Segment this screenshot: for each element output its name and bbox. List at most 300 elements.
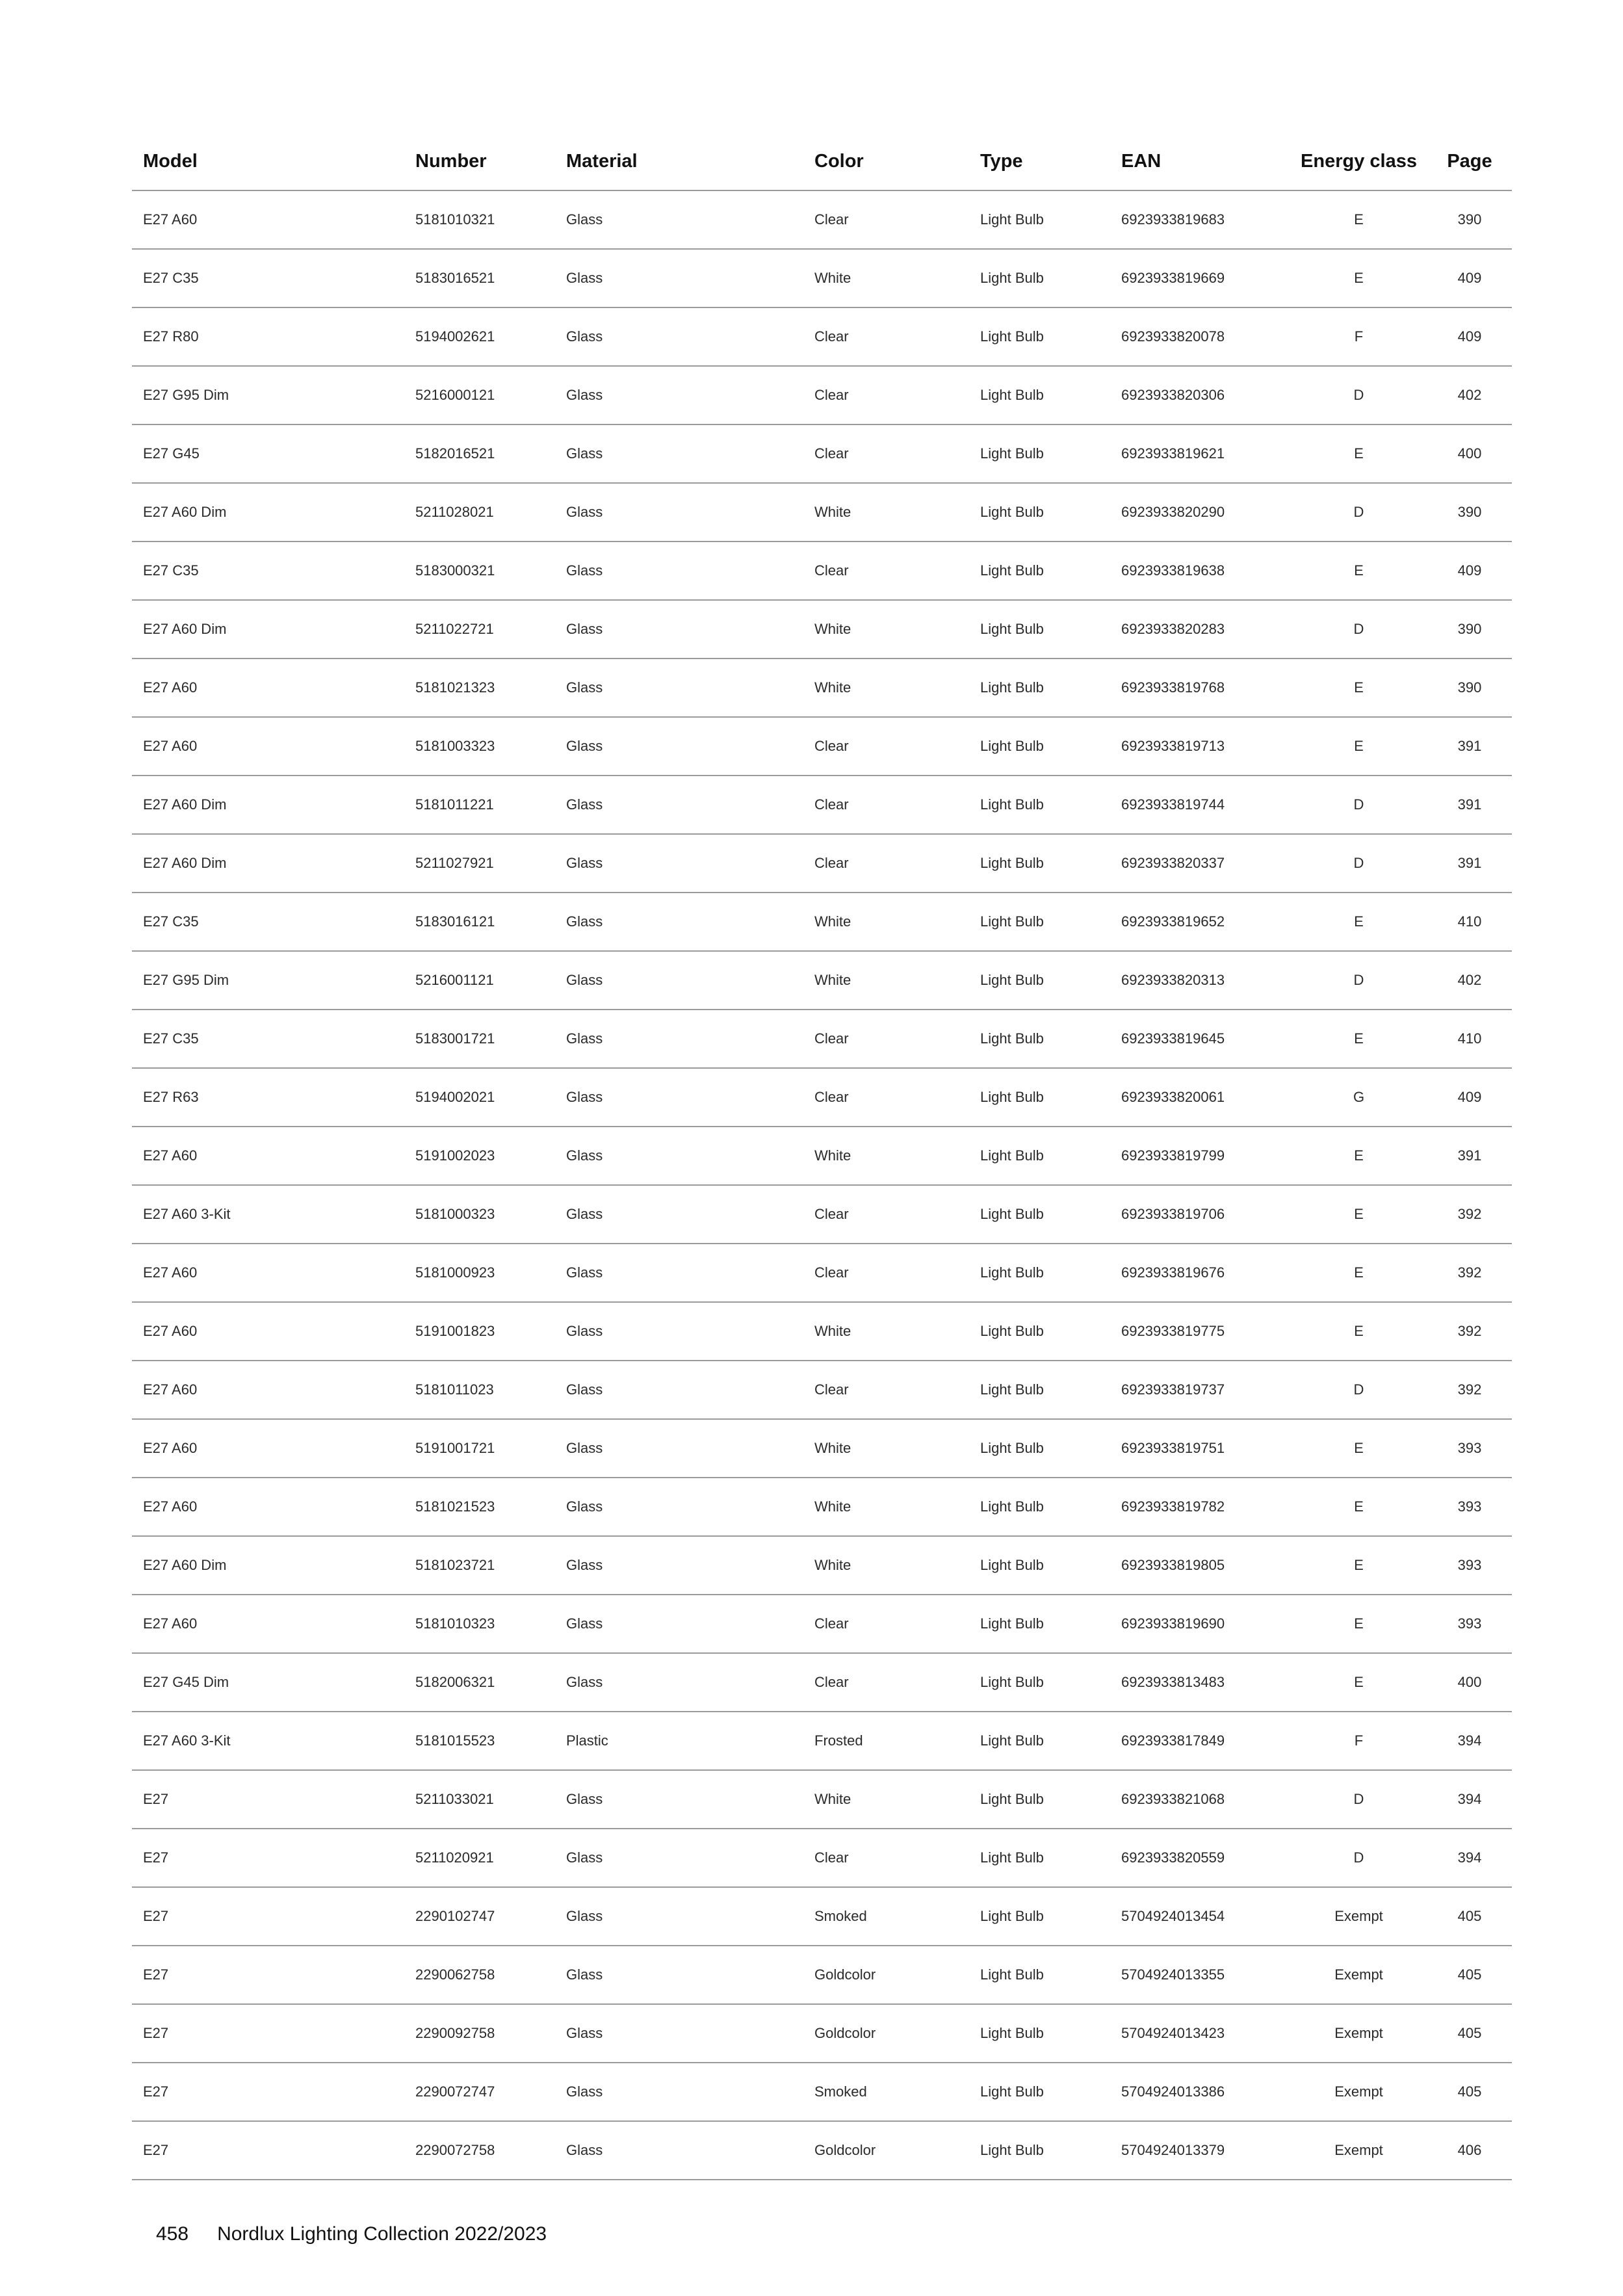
cell-page: 393: [1427, 1595, 1512, 1653]
cell-type: Light Bulb: [969, 366, 1110, 424]
cell-type: Light Bulb: [969, 1536, 1110, 1595]
cell-color: White: [803, 483, 969, 541]
cell-material: Glass: [555, 1068, 803, 1127]
table-row: [132, 541, 1512, 600]
cell-page: 405: [1427, 2063, 1512, 2121]
cell-ean: 6923933819652: [1110, 893, 1290, 951]
cell-number: 5216000121: [404, 366, 555, 424]
table-row: [132, 1361, 1512, 1419]
cell-color: White: [803, 1478, 969, 1536]
table-row: [132, 1478, 1512, 1536]
cell-type: Light Bulb: [969, 483, 1110, 541]
cell-color: Clear: [803, 1244, 969, 1302]
cell-material: Glass: [555, 1887, 803, 1946]
cell-number: 5181000923: [404, 1244, 555, 1302]
cell-model: E27 G95 Dim: [132, 951, 404, 1010]
cell-color: White: [803, 600, 969, 659]
header-number: Number: [404, 133, 555, 190]
cell-ean: 6923933820078: [1110, 307, 1290, 366]
cell-page: 405: [1427, 1946, 1512, 2004]
cell-color: Clear: [803, 307, 969, 366]
table-row: [132, 1068, 1512, 1127]
cell-energy-class: E: [1290, 1185, 1427, 1244]
cell-material: Glass: [555, 541, 803, 600]
cell-number: 5181015523: [404, 1712, 555, 1770]
cell-number: 5183016121: [404, 893, 555, 951]
cell-type: Light Bulb: [969, 190, 1110, 249]
cell-color: Goldcolor: [803, 2004, 969, 2063]
cell-energy-class: E: [1290, 1010, 1427, 1068]
cell-type: Light Bulb: [969, 1361, 1110, 1419]
cell-number: 5182006321: [404, 1653, 555, 1712]
cell-energy-class: G: [1290, 1068, 1427, 1127]
cell-energy-class: D: [1290, 1829, 1427, 1887]
cell-material: Glass: [555, 249, 803, 307]
cell-page: 400: [1427, 1653, 1512, 1712]
cell-ean: 6923933819751: [1110, 1419, 1290, 1478]
cell-page: 405: [1427, 1887, 1512, 1946]
cell-color: Clear: [803, 776, 969, 834]
cell-material: Glass: [555, 2121, 803, 2180]
cell-ean: 5704924013454: [1110, 1887, 1290, 1946]
cell-number: 5181021523: [404, 1478, 555, 1536]
cell-energy-class: E: [1290, 1419, 1427, 1478]
cell-model: E27 A60: [132, 1127, 404, 1185]
table-row: [132, 1010, 1512, 1068]
cell-ean: 6923933820061: [1110, 1068, 1290, 1127]
cell-material: Glass: [555, 1185, 803, 1244]
cell-model: E27: [132, 1829, 404, 1887]
cell-material: Glass: [555, 893, 803, 951]
cell-ean: 6923933820306: [1110, 366, 1290, 424]
cell-material: Plastic: [555, 1712, 803, 1770]
cell-page: 409: [1427, 541, 1512, 600]
cell-material: Glass: [555, 483, 803, 541]
cell-page: 391: [1427, 1127, 1512, 1185]
cell-energy-class: F: [1290, 1712, 1427, 1770]
cell-material: Glass: [555, 1127, 803, 1185]
table-row: [132, 2063, 1512, 2121]
cell-color: Clear: [803, 424, 969, 483]
cell-number: 5211020921: [404, 1829, 555, 1887]
cell-energy-class: D: [1290, 1770, 1427, 1829]
cell-type: Light Bulb: [969, 1887, 1110, 1946]
cell-type: Light Bulb: [969, 1302, 1110, 1361]
cell-type: Light Bulb: [969, 893, 1110, 951]
cell-color: Clear: [803, 1653, 969, 1712]
table-row: [132, 951, 1512, 1010]
table-row: [132, 659, 1512, 717]
cell-model: E27 R63: [132, 1068, 404, 1127]
cell-model: E27 A60: [132, 1478, 404, 1536]
cell-type: Light Bulb: [969, 1068, 1110, 1127]
cell-model: E27 A60: [132, 659, 404, 717]
cell-color: Clear: [803, 190, 969, 249]
cell-ean: 6923933820313: [1110, 951, 1290, 1010]
cell-page: 394: [1427, 1829, 1512, 1887]
cell-material: Glass: [555, 1946, 803, 2004]
cell-energy-class: E: [1290, 1595, 1427, 1653]
page-footer: [156, 2223, 547, 2245]
cell-energy-class: E: [1290, 659, 1427, 717]
cell-type: Light Bulb: [969, 1829, 1110, 1887]
cell-energy-class: F: [1290, 307, 1427, 366]
cell-material: Glass: [555, 600, 803, 659]
cell-page: 405: [1427, 2004, 1512, 2063]
cell-ean: 6923933819621: [1110, 424, 1290, 483]
cell-number: 2290102747: [404, 1887, 555, 1946]
cell-number: 5194002621: [404, 307, 555, 366]
cell-number: 5191002023: [404, 1127, 555, 1185]
cell-energy-class: E: [1290, 424, 1427, 483]
cell-type: Light Bulb: [969, 307, 1110, 366]
table-row: [132, 717, 1512, 776]
table-row: [132, 1712, 1512, 1770]
cell-energy-class: D: [1290, 366, 1427, 424]
cell-color: White: [803, 1302, 969, 1361]
cell-type: Light Bulb: [969, 1244, 1110, 1302]
cell-page: 402: [1427, 366, 1512, 424]
cell-model: E27 A60 Dim: [132, 776, 404, 834]
cell-material: Glass: [555, 190, 803, 249]
cell-color: White: [803, 249, 969, 307]
cell-number: 2290062758: [404, 1946, 555, 2004]
cell-model: E27 A60 Dim: [132, 834, 404, 893]
header-ean: EAN: [1110, 133, 1290, 190]
cell-model: E27 G45: [132, 424, 404, 483]
cell-energy-class: Exempt: [1290, 2121, 1427, 2180]
table-row: [132, 1185, 1512, 1244]
cell-type: Light Bulb: [969, 2063, 1110, 2121]
cell-energy-class: E: [1290, 717, 1427, 776]
cell-type: Light Bulb: [969, 424, 1110, 483]
cell-energy-class: D: [1290, 834, 1427, 893]
table-row: [132, 2121, 1512, 2180]
cell-energy-class: E: [1290, 190, 1427, 249]
cell-number: 5216001121: [404, 951, 555, 1010]
cell-number: 5183001721: [404, 1010, 555, 1068]
cell-number: 5181011221: [404, 776, 555, 834]
cell-model: E27 A60: [132, 1419, 404, 1478]
cell-material: Glass: [555, 307, 803, 366]
cell-material: Glass: [555, 1010, 803, 1068]
cell-ean: 6923933819690: [1110, 1595, 1290, 1653]
cell-page: 392: [1427, 1244, 1512, 1302]
table-row: [132, 1829, 1512, 1887]
cell-color: White: [803, 1419, 969, 1478]
cell-energy-class: Exempt: [1290, 1946, 1427, 2004]
cell-page: 390: [1427, 190, 1512, 249]
cell-energy-class: E: [1290, 541, 1427, 600]
cell-material: Glass: [555, 1770, 803, 1829]
cell-ean: 6923933819744: [1110, 776, 1290, 834]
table-row: [132, 776, 1512, 834]
cell-page: 410: [1427, 1010, 1512, 1068]
cell-number: 5181011023: [404, 1361, 555, 1419]
cell-type: Light Bulb: [969, 1595, 1110, 1653]
cell-color: Clear: [803, 1010, 969, 1068]
cell-model: E27 A60 3-Kit: [132, 1712, 404, 1770]
cell-model: E27 G95 Dim: [132, 366, 404, 424]
cell-type: Light Bulb: [969, 834, 1110, 893]
cell-material: Glass: [555, 1244, 803, 1302]
cell-color: Clear: [803, 1829, 969, 1887]
cell-color: Clear: [803, 717, 969, 776]
cell-type: Light Bulb: [969, 249, 1110, 307]
table-row: [132, 834, 1512, 893]
cell-energy-class: D: [1290, 483, 1427, 541]
cell-number: 5182016521: [404, 424, 555, 483]
cell-type: Light Bulb: [969, 1478, 1110, 1536]
cell-ean: 6923933819782: [1110, 1478, 1290, 1536]
cell-material: Glass: [555, 1478, 803, 1536]
cell-number: 5211022721: [404, 600, 555, 659]
cell-page: 394: [1427, 1770, 1512, 1829]
cell-ean: 6923933819713: [1110, 717, 1290, 776]
table-row: [132, 1946, 1512, 2004]
cell-ean: 6923933817849: [1110, 1712, 1290, 1770]
cell-number: 5181003323: [404, 717, 555, 776]
cell-model: E27 C35: [132, 249, 404, 307]
cell-page: 409: [1427, 307, 1512, 366]
cell-number: 5181023721: [404, 1536, 555, 1595]
table-row: [132, 1244, 1512, 1302]
cell-ean: 6923933819805: [1110, 1536, 1290, 1595]
cell-ean: 6923933819706: [1110, 1185, 1290, 1244]
cell-color: Goldcolor: [803, 1946, 969, 2004]
cell-material: Glass: [555, 1653, 803, 1712]
cell-type: Light Bulb: [969, 951, 1110, 1010]
cell-energy-class: E: [1290, 1244, 1427, 1302]
cell-energy-class: Exempt: [1290, 2063, 1427, 2121]
cell-type: Light Bulb: [969, 1653, 1110, 1712]
cell-type: Light Bulb: [969, 1946, 1110, 2004]
cell-page: 409: [1427, 1068, 1512, 1127]
cell-model: E27 A60: [132, 190, 404, 249]
cell-page: 391: [1427, 717, 1512, 776]
cell-ean: 6923933819799: [1110, 1127, 1290, 1185]
cell-type: Light Bulb: [969, 1127, 1110, 1185]
cell-model: E27 A60: [132, 717, 404, 776]
cell-page: 393: [1427, 1536, 1512, 1595]
cell-color: Goldcolor: [803, 2121, 969, 2180]
cell-model: E27 R80: [132, 307, 404, 366]
cell-color: White: [803, 893, 969, 951]
cell-model: E27: [132, 1770, 404, 1829]
cell-energy-class: D: [1290, 1361, 1427, 1419]
table-row: [132, 1536, 1512, 1595]
cell-page: 393: [1427, 1419, 1512, 1478]
header-color: Color: [803, 133, 969, 190]
cell-material: Glass: [555, 717, 803, 776]
cell-number: 5211033021: [404, 1770, 555, 1829]
table-row: [132, 424, 1512, 483]
cell-material: Glass: [555, 424, 803, 483]
cell-page: 392: [1427, 1302, 1512, 1361]
cell-color: Clear: [803, 1361, 969, 1419]
cell-page: 390: [1427, 483, 1512, 541]
cell-page: 390: [1427, 659, 1512, 717]
cell-type: Light Bulb: [969, 659, 1110, 717]
cell-number: 5181010321: [404, 190, 555, 249]
cell-page: 390: [1427, 600, 1512, 659]
cell-material: Glass: [555, 951, 803, 1010]
cell-page: 402: [1427, 951, 1512, 1010]
cell-page: 391: [1427, 834, 1512, 893]
table-row: [132, 2004, 1512, 2063]
cell-energy-class: E: [1290, 1478, 1427, 1536]
header-page: Page: [1427, 133, 1512, 190]
cell-number: 2290072747: [404, 2063, 555, 2121]
cell-model: E27 C35: [132, 1010, 404, 1068]
cell-energy-class: Exempt: [1290, 1887, 1427, 1946]
table-row: [132, 1653, 1512, 1712]
table-row: [132, 600, 1512, 659]
cell-model: E27: [132, 2121, 404, 2180]
cell-type: Light Bulb: [969, 1419, 1110, 1478]
footer-page-number: 458: [156, 2223, 189, 2245]
cell-model: E27 A60: [132, 1361, 404, 1419]
cell-ean: 6923933821068: [1110, 1770, 1290, 1829]
table-row: [132, 1419, 1512, 1478]
table-row: [132, 1887, 1512, 1946]
cell-type: Light Bulb: [969, 1010, 1110, 1068]
table-row: [132, 366, 1512, 424]
cell-number: 5191001823: [404, 1302, 555, 1361]
cell-color: White: [803, 1127, 969, 1185]
cell-color: Clear: [803, 1595, 969, 1653]
cell-ean: 6923933819737: [1110, 1361, 1290, 1419]
cell-number: 5191001721: [404, 1419, 555, 1478]
table-header: [132, 133, 1512, 190]
cell-ean: 5704924013379: [1110, 2121, 1290, 2180]
cell-page: 391: [1427, 776, 1512, 834]
cell-number: 5181010323: [404, 1595, 555, 1653]
cell-page: 394: [1427, 1712, 1512, 1770]
table-row: [132, 1770, 1512, 1829]
cell-energy-class: D: [1290, 600, 1427, 659]
cell-material: Glass: [555, 2063, 803, 2121]
cell-color: Clear: [803, 541, 969, 600]
cell-material: Glass: [555, 1361, 803, 1419]
cell-material: Glass: [555, 1536, 803, 1595]
table-row: [132, 249, 1512, 307]
cell-type: Light Bulb: [969, 2004, 1110, 2063]
cell-type: Light Bulb: [969, 776, 1110, 834]
cell-type: Light Bulb: [969, 717, 1110, 776]
cell-ean: 6923933819676: [1110, 1244, 1290, 1302]
table-row: [132, 1127, 1512, 1185]
cell-ean: 5704924013355: [1110, 1946, 1290, 2004]
cell-type: Light Bulb: [969, 600, 1110, 659]
cell-model: E27 A60 3-Kit: [132, 1185, 404, 1244]
cell-number: 5211027921: [404, 834, 555, 893]
cell-ean: 5704924013423: [1110, 2004, 1290, 2063]
cell-model: E27 A60 Dim: [132, 600, 404, 659]
cell-ean: 6923933820337: [1110, 834, 1290, 893]
cell-model: E27 C35: [132, 893, 404, 951]
cell-type: Light Bulb: [969, 1770, 1110, 1829]
cell-ean: 6923933819775: [1110, 1302, 1290, 1361]
cell-color: Clear: [803, 1185, 969, 1244]
cell-energy-class: D: [1290, 951, 1427, 1010]
cell-ean: 6923933819638: [1110, 541, 1290, 600]
cell-ean: 6923933813483: [1110, 1653, 1290, 1712]
cell-energy-class: E: [1290, 249, 1427, 307]
cell-color: Clear: [803, 1068, 969, 1127]
cell-ean: 6923933820283: [1110, 600, 1290, 659]
cell-number: 2290092758: [404, 2004, 555, 2063]
cell-type: Light Bulb: [969, 541, 1110, 600]
cell-color: White: [803, 659, 969, 717]
cell-material: Glass: [555, 1302, 803, 1361]
cell-material: Glass: [555, 1829, 803, 1887]
cell-color: Frosted: [803, 1712, 969, 1770]
cell-model: E27 A60 Dim: [132, 483, 404, 541]
cell-ean: 6923933820290: [1110, 483, 1290, 541]
cell-page: 392: [1427, 1185, 1512, 1244]
cell-ean: 6923933819768: [1110, 659, 1290, 717]
cell-energy-class: E: [1290, 1536, 1427, 1595]
cell-energy-class: D: [1290, 776, 1427, 834]
cell-color: Clear: [803, 366, 969, 424]
cell-type: Light Bulb: [969, 2121, 1110, 2180]
cell-model: E27 A60: [132, 1595, 404, 1653]
cell-energy-class: E: [1290, 1653, 1427, 1712]
header-model: Model: [132, 133, 404, 190]
table-row: [132, 483, 1512, 541]
cell-energy-class: Exempt: [1290, 2004, 1427, 2063]
cell-ean: 5704924013386: [1110, 2063, 1290, 2121]
cell-model: E27 G45 Dim: [132, 1653, 404, 1712]
header-type: Type: [969, 133, 1110, 190]
cell-number: 5194002021: [404, 1068, 555, 1127]
table-body: [132, 190, 1512, 2180]
cell-model: E27: [132, 1887, 404, 1946]
cell-page: 406: [1427, 2121, 1512, 2180]
cell-ean: 6923933819669: [1110, 249, 1290, 307]
cell-color: White: [803, 1536, 969, 1595]
cell-energy-class: E: [1290, 1127, 1427, 1185]
cell-material: Glass: [555, 659, 803, 717]
cell-page: 392: [1427, 1361, 1512, 1419]
cell-energy-class: E: [1290, 893, 1427, 951]
cell-energy-class: E: [1290, 1302, 1427, 1361]
table-row: [132, 190, 1512, 249]
table-row: [132, 1302, 1512, 1361]
cell-model: E27 A60: [132, 1244, 404, 1302]
cell-material: Glass: [555, 1595, 803, 1653]
cell-page: 400: [1427, 424, 1512, 483]
cell-ean: 6923933820559: [1110, 1829, 1290, 1887]
cell-material: Glass: [555, 776, 803, 834]
cell-number: 5183000321: [404, 541, 555, 600]
footer-title: Nordlux Lighting Collection 2022/2023: [217, 2223, 547, 2245]
cell-material: Glass: [555, 834, 803, 893]
table-row: [132, 1595, 1512, 1653]
cell-material: Glass: [555, 2004, 803, 2063]
cell-number: 5181021323: [404, 659, 555, 717]
cell-ean: 6923933819645: [1110, 1010, 1290, 1068]
cell-number: 5211028021: [404, 483, 555, 541]
cell-model: E27: [132, 2004, 404, 2063]
cell-color: White: [803, 1770, 969, 1829]
cell-page: 409: [1427, 249, 1512, 307]
cell-type: Light Bulb: [969, 1185, 1110, 1244]
cell-material: Glass: [555, 366, 803, 424]
header-material: Material: [555, 133, 803, 190]
header-energy-class: Energy class: [1290, 133, 1427, 190]
